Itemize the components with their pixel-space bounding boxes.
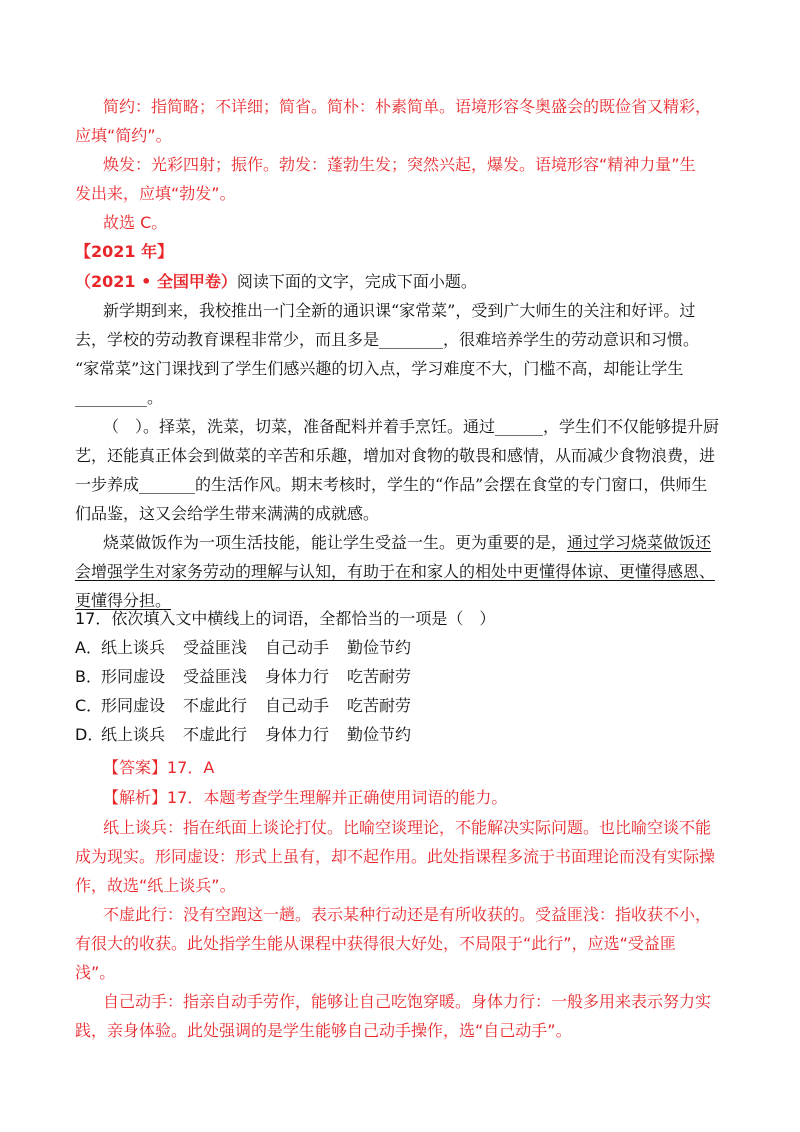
- option-b: [75, 666, 411, 688]
- option-word: 身体力行: [265, 725, 330, 744]
- question-stem: 17．依次填入文中横线上的词语，全都恰当的一项是（ ）: [75, 609, 496, 628]
- question-header: [75, 271, 477, 293]
- year-heading: 【2021 年】: [75, 242, 174, 261]
- passage-line: 艺，还能真正体会到做菜的辛苦和乐趣，增加对食物的敬畏和感情，从而减少食物浪费，进: [75, 446, 716, 465]
- option-word: 不虚此行: [183, 696, 248, 715]
- option-word: 受益匪浅: [183, 667, 248, 686]
- passage-line: 们品鉴，这又会给学生带来满满的成就感。: [75, 504, 380, 523]
- option-letter: B．: [75, 667, 102, 686]
- option-word: 身体力行: [265, 667, 330, 686]
- option-d: [75, 724, 411, 746]
- underlined-sentence: 更懂得分担。: [75, 591, 172, 610]
- option-word: 吃苦耐劳: [347, 667, 412, 686]
- analysis-line: 不虚此行：没有空跑这一趟。表示某种行动还是有所收获的。受益匪浅：指收获不小，: [103, 905, 712, 924]
- option-a: [75, 637, 411, 659]
- passage-line: 一步养成_______的生活作风。期末考核时，学生的“作品”会摆在食堂的专门窗口，供师生: [75, 475, 708, 494]
- passage-line: “家常菜”这门课找到了学生们感兴趣的切入点，学习难度不大，门槛不高，却能让学生: [75, 359, 684, 378]
- option-word: 勤俭节约: [347, 725, 412, 744]
- option-word: 纸上谈兵: [101, 638, 166, 657]
- option-c: [75, 695, 411, 717]
- option-word: 纸上谈兵: [101, 725, 166, 744]
- analysis-line: 纸上谈兵：指在纸面上谈论打仗。比喻空谈理论，不能解决实际问题。也比喻空谈不能: [103, 818, 712, 837]
- option-word: 自己动手: [265, 638, 330, 657]
- question-intro: 阅读下面的文字，完成下面小题。: [236, 272, 477, 291]
- source-tag: （2021 • 全国甲卷）: [75, 272, 237, 291]
- prev-explanation-line: 发出来，应填“勃发”。: [75, 184, 236, 203]
- passage-line: （ ）。择菜，洗菜，切菜，准备配料并着手烹饪。通过______，学生们不仅能够提升厨: [103, 417, 720, 436]
- analysis-line: 践，亲身体验。此处强调的是学生能够自己动手操作，选“自己动手”。: [75, 1021, 572, 1040]
- underlined-sentence: 通过学习烧菜做饭还: [567, 533, 712, 552]
- passage-line: 去，学校的劳动教育课程非常少，而且多是________，很难培养学生的劳动意识和习惯。: [75, 330, 700, 349]
- passage-line: _________。: [75, 388, 164, 407]
- option-word: 不虚此行: [183, 725, 248, 744]
- prev-explanation-line: 焕发：光彩四射；振作。勃发：蓬勃生发；突然兴起，爆发。语境形容“精神力量”生: [103, 155, 696, 174]
- option-letter: C．: [75, 696, 103, 715]
- passage-line: [103, 532, 711, 554]
- underlined-sentence: 会增强学生对家务劳动的理解与认知，有助于在和家人的相处中更懂得体谅、更懂得感恩、: [75, 562, 716, 581]
- option-word: 形同虚设: [101, 667, 166, 686]
- option-letter: D．: [75, 725, 104, 744]
- passage-line: 新学期到来，我校推出一门全新的通识课“家常菜”，受到广大师生的关注和好评。过: [103, 301, 696, 320]
- analysis-line: 自己动手：指亲自动手劳作，能够让自己吃饱穿暖。身体力行：一般多用来表示努力实: [103, 992, 712, 1011]
- prev-explanation-line: 应填“简约”。: [75, 126, 172, 145]
- option-word: 勤俭节约: [347, 638, 412, 657]
- analysis-line: 有很大的收获。此处指学生能从课程中获得很大好处，不局限于“此行”，应选“受益匪: [75, 934, 676, 953]
- passage-text: 烧菜做饭作为一项生活技能，能让学生受益一生。更为重要的是，: [103, 533, 568, 552]
- option-word: 自己动手: [265, 696, 330, 715]
- prev-explanation-line: 简约：指简略；不详细；简省。简朴：朴素简单。语境形容冬奥盛会的既俭省又精彩，: [103, 97, 712, 116]
- answer-line: 【答案】17．A: [103, 758, 215, 777]
- analysis-head: 【解析】17．本题考查学生理解并正确使用词语的能力。: [103, 788, 508, 807]
- option-word: 吃苦耐劳: [347, 696, 412, 715]
- analysis-line: 成为现实。形同虚设：形式上虽有，却不起作用。此处指课程多流于书面理论而没有实际操: [75, 847, 716, 866]
- analysis-line: 浅”。: [75, 963, 116, 982]
- option-word: 形同虚设: [101, 696, 166, 715]
- prev-explanation-line: 故选 C。: [103, 213, 168, 232]
- option-letter: A．: [75, 638, 102, 657]
- option-word: 受益匪浅: [183, 638, 248, 657]
- analysis-line: 作，故选“纸上谈兵”。: [75, 876, 236, 895]
